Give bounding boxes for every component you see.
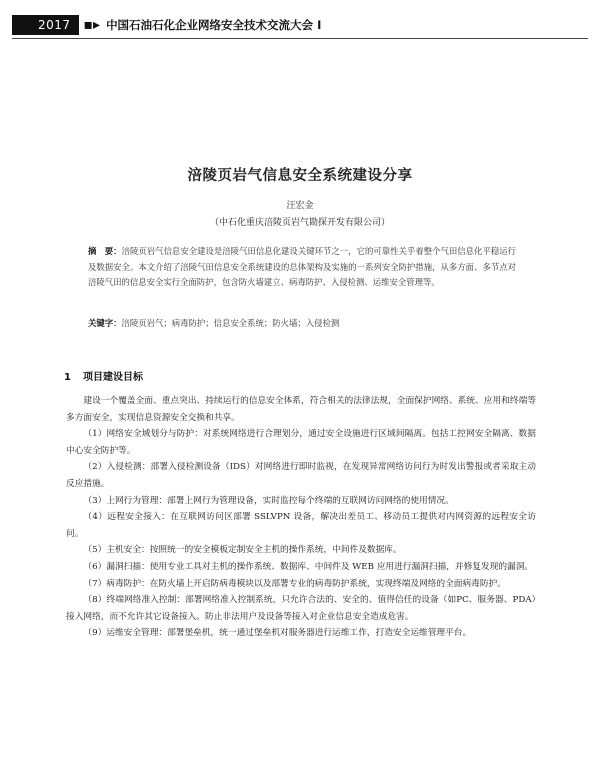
body-paragraph: （1）网络安全域划分与防护：对系统网络进行合理划分，通过安全设施进行区域间隔离。包括工控网安全隔离、数据中心安全防护等。 (66, 429, 536, 456)
body-paragraph: （9）运维安全管理：部署堡垒机，统一通过堡垒机对服务器进行运维工作，打造安全运维管理平台。 (83, 628, 472, 639)
paper-title: 涪陵页岩气信息安全系统建设分享 (187, 168, 413, 184)
body-paragraph: （6）漏洞扫描：使用专业工具对主机的操作系统、数据库、中间件及 WEB 应用进行漏洞扫描，并修复发现的漏洞。 (83, 561, 534, 572)
paper-author: 汪宏金 (286, 201, 314, 211)
header-bullet-icon: ▪▸ (83, 17, 101, 33)
body-paragraph: 建设一个覆盖全面、重点突出、持续运行的信息安全体系，符合相关的法律法规，全面保护网络、系统、应用和终端等多方面安全，实现信息资源安全交换和共享。 (66, 396, 536, 423)
abstract-text: 涪陵页岩气信息安全建设是涪陵气田信息化建设关键环节之一，它的可靠性关乎着整个气田信息化平稳运行及数据安全。本文介绍了涪陵气田信息安全系统建设的总体架构及实施的一系列安全防护措施，从多方面、多节点对涪陵气田的信息安全实行全面防护，包含防火墙建立、病毒防护、入侵检测、运维安全管理等。 (88, 246, 517, 287)
section-number: 1 (64, 372, 71, 383)
abstract-label: 摘 要： (88, 246, 122, 256)
running-header (12, 14, 588, 36)
body-paragraph: （5）主机安全：按照统一的安全模板定制安全主机的操作系统，中间件及数据库。 (83, 545, 402, 556)
keywords-label: 关键字： (88, 318, 122, 328)
section-heading (64, 368, 143, 383)
keywords-text: 涪陵页岩气；病毒防护；信息安全系统；防火墙；入侵检测 (121, 318, 340, 328)
body-paragraph: （2）入侵检测：部署入侵检测设备（IDS）对网络进行即时监视，在发现异常网络访问行为时发出警报或者采取主动反应措施。 (66, 462, 536, 489)
keywords (88, 316, 528, 330)
paper-affiliation: （中石化重庆涪陵页岩气勘探开发有限公司） (209, 218, 390, 228)
header-divider (12, 38, 588, 39)
section-body (66, 393, 536, 642)
page-number: 2017 (12, 15, 79, 35)
body-paragraph: （4）远程安全接入：在互联网访问区部署 SSLVPN 设备，解决出差员工、移动员工提供对内网资源的远程安全访问。 (66, 512, 536, 539)
body-paragraph: （7）病毒防护：在防火墙上开启防病毒模块以及部署专业的病毒防护系统，实现终端及网络的全面病毒防护。 (83, 578, 506, 589)
conference-name: 中国石油石化企业网络安全技术交流大会 I (106, 18, 322, 32)
section-title: 项目建设目标 (82, 372, 143, 383)
abstract (88, 244, 516, 291)
body-paragraph: （8）终端网络准入控制：部署网络准入控制系统，只允许合法的、安全的、值得信任的设备（如PC、服务器、PDA）接入网络，而不允许其它设备接入。防止非法用户及设备等接入对企业信息安全造成危害。 (66, 595, 536, 622)
body-paragraph: （3）上网行为管理：部署上网行为管理设备，实时监控每个终端的互联网访问网络的使用情况。 (83, 495, 454, 506)
